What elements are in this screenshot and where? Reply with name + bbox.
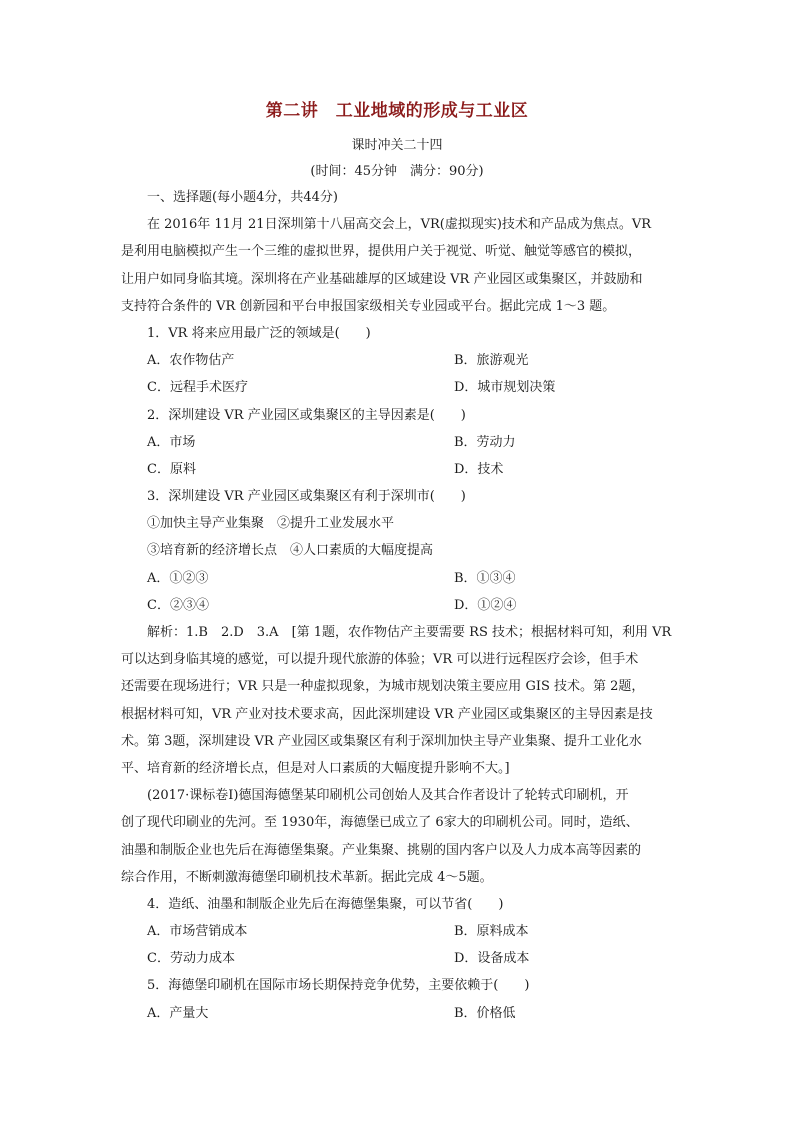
- q2-option-d: D．技术: [454, 461, 504, 477]
- question-2-stem: 2．深圳建设 VR 产业园区或集聚区的主导因素是( ): [147, 407, 466, 423]
- q1-option-c: C．远程手术医疗: [147, 380, 248, 396]
- analysis-line: 解析：1.B 2.D 3.A [第 1题，农作物估产主要需要 RS 技术；根据材料可知，利用 VR: [147, 625, 672, 640]
- q2-option-b: B．劳动力: [454, 434, 516, 450]
- document-body: [121, 184, 677, 1027]
- question-1-options-row: [147, 347, 677, 374]
- q1-option-a: A．农作物估产: [147, 353, 235, 369]
- material-1-line: 在 2016年 11月 21日深圳第十八届高交会上，VR(虚拟现实)技术和产品成为焦点。VR: [147, 217, 652, 233]
- q3-option-d: D．①②④: [454, 597, 517, 613]
- material-1-line: 让用户如同身临其境。深圳将在产业基础雄厚的区域建设 VR 产业园区或集聚区，并鼓励和: [121, 271, 643, 287]
- material-2-line: 创了现代印刷业的先河。至 1930年，海德堡已成立了 6家大的印刷机公司。同时，造纸、: [121, 815, 639, 831]
- question-4-stem: 4．造纸、油墨和制版企业先后在海德堡集聚，可以节省( ): [147, 896, 504, 912]
- question-1-stem: 1．VR 将来应用最广泛的领域是( ): [147, 325, 371, 341]
- q1-option-d: D．城市规划决策: [454, 380, 556, 396]
- q2-option-a: A．市场: [147, 434, 196, 450]
- analysis-line: 可以达到身临其境的感觉，可以提升现代旅游的体验；VR 可以进行远程医疗会诊，但手术: [121, 652, 639, 668]
- material-2-line: 综合作用，不断刺激海德堡印刷机技术革新。据此完成 4～5题。: [121, 869, 493, 885]
- question-3-options-row: [147, 592, 677, 619]
- question-4-options-row: [147, 945, 677, 972]
- q3-option-a: A．①②③: [147, 570, 209, 586]
- section-heading: 一、选择题(每小题4分，共44分): [147, 190, 338, 205]
- q5-option-b: B．价格低: [454, 1005, 516, 1021]
- material-2-line: (2017·课标卷Ⅰ)德国海德堡某印刷机公司创始人及其合作者设计了轮转式印刷机，开: [147, 788, 629, 804]
- q4-option-a: A．市场营销成本: [147, 924, 248, 940]
- q4-option-d: D．设备成本: [454, 951, 530, 967]
- question-2-options-row: [147, 429, 677, 456]
- analysis-block: [121, 619, 677, 782]
- question-5-stem: 5．海德堡印刷机在国际市场长期保持竞争优势，主要依赖于( ): [147, 978, 530, 994]
- q1-option-b: B．旅游观光: [454, 353, 529, 369]
- material-2-line: 油墨和制版企业也先后在海德堡集聚。产业集聚、挑剔的国内客户以及人力成本高等因素的: [121, 842, 642, 858]
- question-3-stem: 3．深圳建设 VR 产业园区或集聚区有利于深圳市( ): [147, 489, 466, 505]
- analysis-line: 平、培育新的经济增长点，但是对人口素质的大幅度提升影响不大。]: [121, 760, 510, 776]
- question-3-item: ③培育新的经济增长点 ④人口素质的大幅度提高: [147, 543, 434, 559]
- time-info: (时间：45分钟 满分：90分): [310, 164, 484, 179]
- material-1-line: 是利用电脑模拟产生一个三维的虚拟世界，提供用户关于视觉、听觉、触觉等感官的模拟，: [121, 244, 642, 260]
- analysis-line: 术。第 3题，深圳建设 VR 产业园区或集聚区有利于深圳加快主导产业集聚、提升工业化水: [121, 733, 642, 749]
- material-2: [121, 782, 677, 891]
- page-title: 第二讲 工业地域的形成与工业区: [265, 101, 529, 121]
- question-5-options-row: [147, 1000, 677, 1027]
- q3-option-b: B．①③④: [454, 570, 516, 586]
- q5-option-a: A．产量大: [147, 1005, 209, 1021]
- page-subtitle: 课时冲关二十四: [351, 138, 443, 153]
- material-1: [121, 211, 677, 320]
- analysis-line: 根据材料可知，VR 产业对技术要求高，因此深圳建设 VR 产业园区或集聚区的主导因素是技: [121, 706, 653, 722]
- q3-option-c: C．②③④: [147, 597, 209, 613]
- question-3-item: ①加快主导产业集聚 ②提升工业发展水平: [147, 516, 395, 532]
- material-1-line: 支持符合条件的 VR 创新园和平台申报国家级相关专业园或平台。据此完成 1～3 题。: [121, 298, 616, 314]
- question-3-options-row: [147, 565, 677, 592]
- q2-option-c: C．原料: [147, 461, 196, 477]
- question-2-options-row: [147, 456, 677, 483]
- question-4-options-row: [147, 918, 677, 945]
- q4-option-c: C．劳动力成本: [147, 951, 235, 967]
- analysis-line: 还需要在现场进行；VR 只是一种虚拟现象，为城市规划决策主要应用 GIS 技术。第 2题，: [121, 679, 645, 695]
- question-1-options-row: [147, 374, 677, 401]
- q4-option-b: B．原料成本: [454, 924, 529, 940]
